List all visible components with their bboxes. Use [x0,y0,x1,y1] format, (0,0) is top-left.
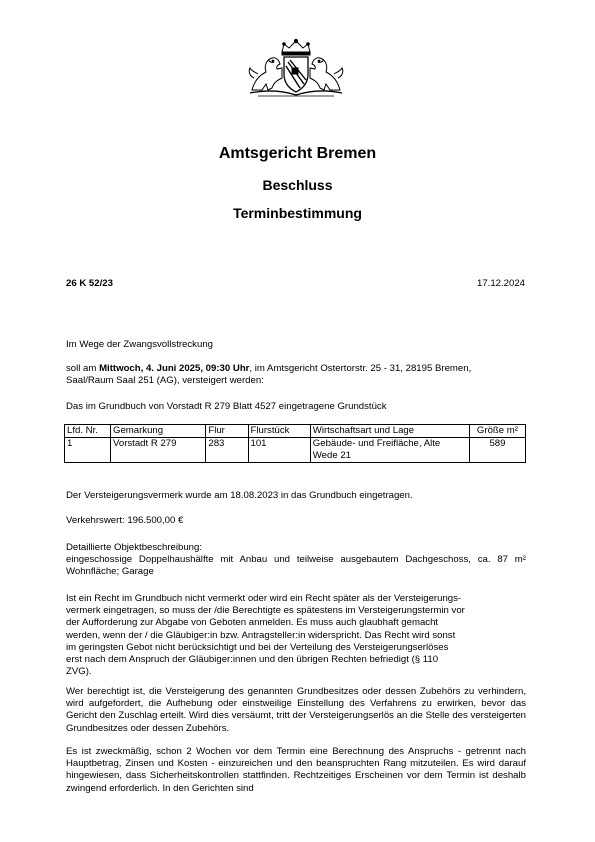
paragraph-claim-calculation: Es ist zweckmäßig, schon 2 Wochen vor dem Termin eine Berechnung des Anspruchs - getrennt nach Hauptbetrag, Zinsen und Kosten - einzureichen und den beanspruchten Rang mitzuteilen. Es wird darauf hingewiesen, dass Sicherheitskontrollen stattfinden. Rechtzeitiges Erscheinen vor dem Termin ist deshalb zwingend erforderlich. In den Gerichten sind [66,746,526,794]
table-row [65,438,526,463]
intro-text: Im Wege der Zwangsvollstreckung [66,339,213,350]
property-table [64,424,526,463]
object-description-text: eingeschossige Doppelhaushälfte mit Anbau und teilweise ausgebautem Dachgeschoss, ca. 87 m² Wohnfläche; Garage [66,554,526,578]
auction-notice [66,363,511,387]
table-header-row [65,425,526,438]
paragraph-prevent-auction: Wer berechtigt ist, die Versteigerung des genannten Grundbesitzes oder dessen Zubehörs zu verhindern, wird aufgefordert, die Aufhebung oder einstweilige Einstellung des Verfahrens zu erwirken, bevor das Gericht den Zuschlag erteilt. Wird dies versäumt, tritt der Versteigerungserlös an die Stelle des versteigerten Grundbesitzes oder dessen Zubehörs. [66,686,526,734]
court-name: Amtsgericht Bremen [218,145,377,162]
table-cell: 283 [206,438,248,463]
document-date: 17.12.2024 [476,278,525,289]
column-header: Größe m² [469,425,525,438]
bremen-coat-of-arms-emblem [244,38,348,98]
document-title: Terminbestimmung [233,205,362,221]
table-cell: 1 [65,438,111,463]
document-type: Beschluss [262,177,333,193]
auction-location: , im Amtsgericht Ostertorstr. 25 - 31, 28195 Bremen, Saal/Raum Saal 251 (AG), versteigert werden: [66,363,472,387]
auction-prefix: soll am [66,363,100,374]
registration-note: Der Versteigerungsvermerk wurde am 18.08.2023 in das Grundbuch eingetragen. [66,490,413,501]
column-header: Flur [206,425,248,438]
auction-date-time: Mittwoch, 4. Juni 2025, 09:30 Uhr [99,363,250,374]
market-value: Verkehrswert: 196.500,00 € [66,515,184,526]
column-header: Gemarkung [110,425,205,438]
object-description-label: Detaillierte Objektbeschreibung: [66,542,202,553]
file-number: 26 K 52/23 [66,278,113,289]
property-intro: Das im Grundbuch von Vorstadt R 279 Blatt 4527 eingetragene Grundstück [66,401,387,412]
table-cell: Vorstadt R 279 [110,438,205,463]
column-header: Flurstück [248,425,310,438]
paragraph-rights-registration: Ist ein Recht im Grundbuch nicht vermerkt oder wird ein Recht später als der Versteigerungs- vermerk eingetragen, so muss der /die Berechtigte es spätestens im Versteigerungstermin vor der Aufforderung zur Abgabe von Geboten anmelden. Es muss auch glaubhaft gemacht werden, wenn der / die Gläubiger:in bzw. Antragsteller:in widerspricht. Das Recht wird sonst im geringsten Gebot nicht berücksichtigt und bei der Verteilung des Versteigerungserlöses erst nach dem Anspruch der Gläubiger:innen und den übrigen Rechten befriedigt (§ 110 ZVG). [66,593,465,678]
table-cell: 589 [469,438,525,463]
column-header: Lfd. Nr. [65,425,111,438]
table-cell: Gebäude- und Freifläche, Alte Wede 21 [310,438,469,463]
table-cell: 101 [248,438,310,463]
object-description [66,542,526,579]
column-header: Wirtschaftsart und Lage [310,425,469,438]
